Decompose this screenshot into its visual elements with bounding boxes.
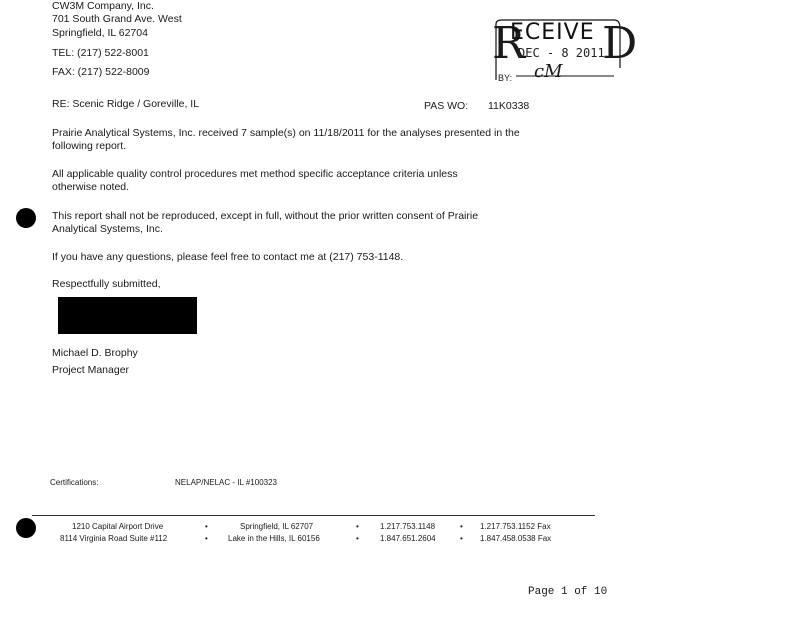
footer-bullet: • (205, 522, 208, 531)
footer-fax-2: 1.847.458.0538 Fax (480, 534, 552, 543)
signer-name: Michael D. Brophy (52, 347, 138, 359)
footer-rule (32, 515, 595, 516)
footer-phone-2: 1.847.651.2604 (380, 534, 436, 543)
re-line: RE: Scenic Ridge / Goreville, IL (52, 98, 200, 110)
footer-bullet: • (460, 522, 463, 531)
stamp-left-letter: R (492, 18, 526, 69)
certifications-value: NELAP/NELAC - IL #100323 (175, 478, 277, 487)
company-city: Springfield, IL 62704 (52, 27, 148, 39)
punch-hole-upper (16, 208, 36, 228)
stamp-word: ECEIVE (510, 20, 595, 45)
pas-wo-label: PAS WO: (424, 100, 469, 112)
footer-city-1: Springfield, IL 62707 (240, 522, 314, 531)
signer-title: Project Manager (52, 364, 130, 376)
page-number: Page 1 of 10 (528, 586, 608, 598)
stamp-initials: cM (534, 61, 563, 82)
footer-phone-1: 1.217.753.1148 (380, 522, 436, 531)
punch-hole-lower (16, 518, 36, 538)
paragraph-contact: If you have any questions, please feel free to contact me at (217) 753-1148. (52, 251, 404, 263)
footer-bullet: • (205, 534, 208, 543)
received-stamp (490, 18, 638, 86)
footer-bullet: • (356, 534, 359, 543)
company-tel: TEL: (217) 522-8001 (52, 47, 149, 59)
paragraph-reproduction: This report shall not be reproduced, except in full, without the prior written consent of Prairie Analytical Systems, Inc. (52, 210, 479, 235)
company-fax: FAX: (217) 522-8009 (52, 66, 150, 78)
certifications-label: Certifications: (50, 478, 99, 487)
redacted-signature (58, 297, 197, 334)
footer-bullet: • (356, 522, 359, 531)
footer-address-2: 8114 Virginia Road Suite #112 (60, 534, 168, 543)
company-street: 701 South Grand Ave. West (52, 13, 182, 25)
stamp-right-letter: D (602, 18, 638, 69)
stamp-date: DEC - 8 2011 (518, 46, 605, 60)
footer-fax-1: 1.217.753.1152 Fax (480, 522, 551, 531)
paragraph-receipt: Prairie Analytical Systems, Inc. received 7 sample(s) on 11/18/2011 for the analyses presented in the following report. (52, 127, 520, 152)
footer-city-2: Lake in the Hills, IL 60156 (228, 534, 320, 543)
closing: Respectfully submitted, (52, 278, 161, 290)
footer-address-1: 1210 Capital Airport Drive (72, 522, 164, 531)
stamp-by-label: BY: (498, 73, 513, 83)
company-name: CW3M Company, Inc. (52, 0, 154, 12)
footer-bullet: • (460, 534, 463, 543)
pas-wo-value: 11K0338 (488, 100, 530, 112)
paragraph-qc: All applicable quality control procedures met method specific acceptance criteria unless otherwise noted. (52, 168, 458, 193)
